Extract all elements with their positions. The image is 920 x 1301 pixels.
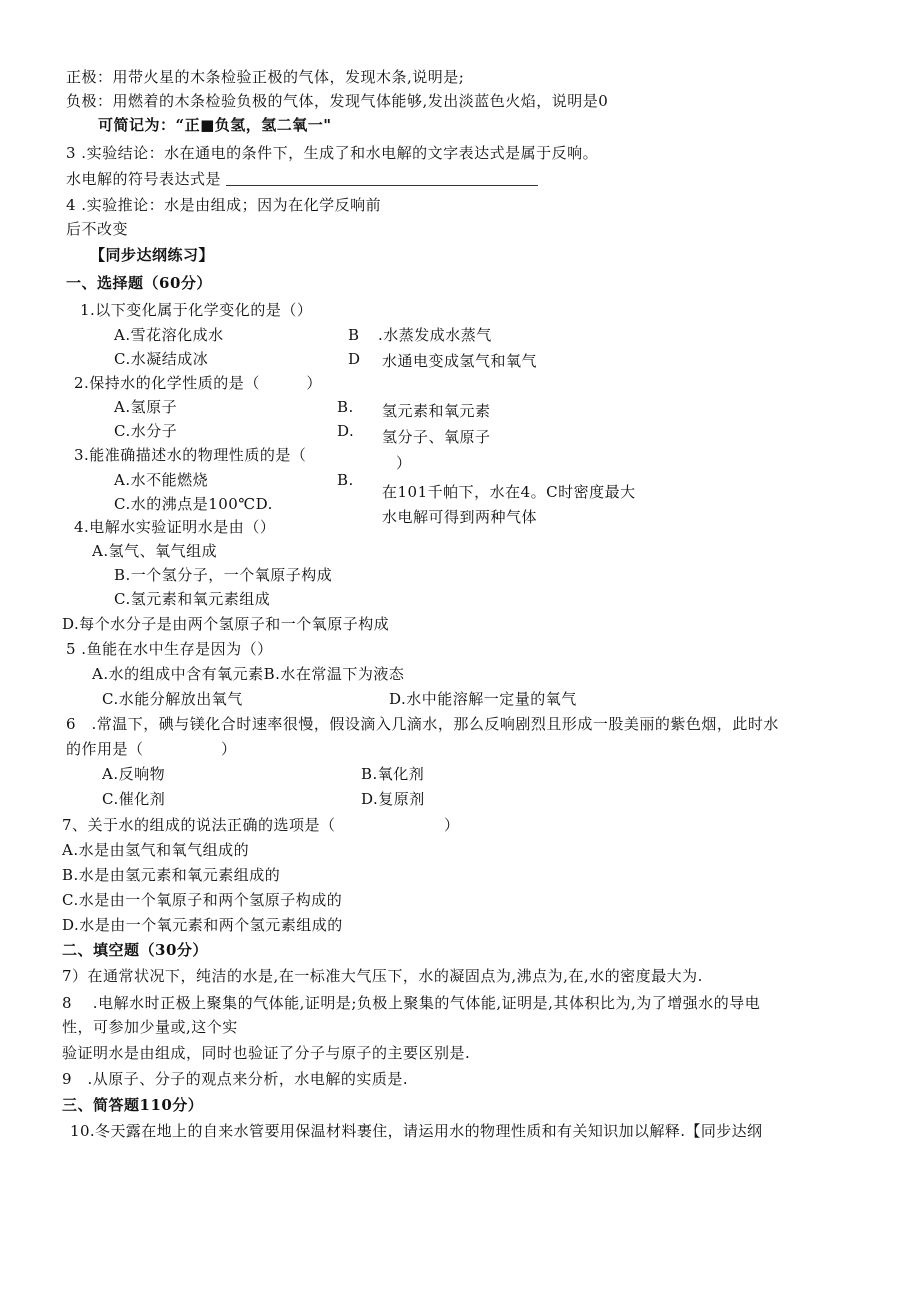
question-10: 10.冬天露在地上的自来水管要用保温材料裹住，请运用水的物理性质和有关知识加以解释.【同步达纲 bbox=[70, 1122, 763, 1140]
q1-option-c: C.水凝结成冰 bbox=[114, 350, 209, 368]
q3-paren: ） bbox=[396, 454, 412, 472]
q7-option-a: A.水是由氢气和氧气组成的 bbox=[62, 841, 250, 859]
question-1: 1.以下变化属于化学变化的是（） bbox=[80, 301, 313, 319]
q1-option-d-letter: D bbox=[348, 350, 361, 368]
fill-question-8: 8 .电解水时正极上聚集的气体能,证明是;负极上聚集的气体能,证明是,其体积比为,为了增强水的导电 bbox=[62, 994, 761, 1012]
q1-option-a: A.雪花溶化成水 bbox=[114, 326, 224, 344]
q3-option-b: 在101千帕下，水在4。C时密度最大 bbox=[382, 483, 636, 501]
cathode-test-line: 负极：用燃着的木条检验负极的气体，发现气体能够,发出淡蓝色火焰，说明是0 bbox=[66, 92, 609, 110]
q4-option-d: D.每个水分子是由两个氢原子和一个氧原子构成 bbox=[62, 615, 390, 633]
q3-option-a: A.水不能燃烧 bbox=[114, 471, 209, 489]
q6-option-b: B.氧化剂 bbox=[361, 765, 425, 783]
q7-option-c: C.水是由一个氧原子和两个氢原子构成的 bbox=[62, 891, 343, 909]
q3-option-d-cut: 水电解可得到两种气体 bbox=[382, 508, 538, 526]
inference-line-cont: 后不改变 bbox=[66, 220, 129, 238]
q1-option-b: .水蒸发成水蒸气 bbox=[378, 326, 492, 344]
q2-option-c: C.水分子 bbox=[114, 422, 178, 440]
q7-option-b: B.水是由氢元素和氧元素组成的 bbox=[62, 866, 281, 884]
symbol-expression-line bbox=[66, 169, 538, 189]
q2-option-b-letter: B. bbox=[337, 398, 354, 416]
q4-option-a: A.氢气、氧气组成 bbox=[92, 542, 218, 560]
section-heading-practice: 【同步达纲练习】 bbox=[90, 246, 215, 264]
q4-option-c: C.氢元素和氧元素组成 bbox=[114, 590, 271, 608]
question-6: 6 .常温下，碘与镁化合时速率很慢，假设滴入几滴水，那么反响剧烈且形成一股美丽的紫色烟，此时水 bbox=[66, 715, 779, 733]
question-5: 5 .鱼能在水中生存是因为（） bbox=[66, 640, 273, 658]
q1-option-b-letter: B bbox=[348, 326, 360, 344]
question-2: 2.保持水的化学性质的是（ ） bbox=[74, 374, 322, 392]
section-heading-fill: 二、填空题（30分） bbox=[62, 941, 208, 959]
question-7: 7、关于水的组成的说法正确的选项是（ ） bbox=[62, 816, 460, 834]
q2-option-b: 氢元素和氧元素 bbox=[382, 402, 491, 420]
q5-option-d: D.水中能溶解一定量的氧气 bbox=[389, 690, 577, 708]
fill-question-7: 7）在通常状况下，纯洁的水是,在一标准大气压下，水的凝固点为,沸点为,在,水的密度最大为. bbox=[62, 967, 703, 985]
symbol-expression-label: 水电解的符号表达式是 bbox=[66, 170, 222, 188]
section-heading-choice: 一、选择题（60分） bbox=[66, 274, 212, 292]
q5-option-c: C.水能分解放出氧气 bbox=[102, 690, 243, 708]
inference-line: 4 .实验推论：水是由组成；因为在化学反响前 bbox=[66, 196, 382, 214]
mnemonic-line: 可简记为：“正■负氢，氢二氧一" bbox=[98, 116, 332, 134]
question-3: 3.能准确描述水的物理性质的是（ bbox=[74, 446, 307, 464]
anode-test-line: 正极：用带火星的木条检验正极的气体，发现木条,说明是; bbox=[66, 68, 465, 86]
fill-question-9: 9 .从原子、分子的观点来分析，水电解的实质是. bbox=[62, 1070, 409, 1088]
q4-option-b: B.一个氢分子，一个氧原子构成 bbox=[114, 566, 333, 584]
fill-question-8-cont2: 验证明水是由组成，同时也验证了分子与原子的主要区别是. bbox=[62, 1044, 471, 1062]
question-6-cont: 的作用是（ ） bbox=[66, 740, 237, 758]
q2-option-a: A.氢原子 bbox=[114, 398, 178, 416]
question-4: 4.电解水实验证明水是由（） bbox=[74, 518, 276, 536]
q3-option-c: C.水的沸点是100℃D. bbox=[114, 495, 273, 513]
q6-option-d: D.复原剂 bbox=[361, 790, 425, 808]
q2-option-d: 氢分子、氧原子 bbox=[382, 428, 491, 446]
q5-options-ab: A.水的组成中含有氧元素B.水在常温下为液态 bbox=[92, 665, 405, 683]
q2-option-d-letter: D. bbox=[337, 422, 355, 440]
section-heading-short-answer: 三、简答题110分） bbox=[62, 1096, 204, 1114]
conclusion-line: 3 .实验结论：水在通电的条件下，生成了和水电解的文字表达式是属于反响。 bbox=[66, 144, 599, 162]
q6-option-c: C.催化剂 bbox=[102, 790, 166, 808]
q3-option-b-letter: B. bbox=[337, 471, 354, 489]
answer-blank bbox=[226, 171, 538, 186]
q6-option-a: A.反响物 bbox=[102, 765, 166, 783]
q1-option-d: 水通电变成氢气和氧气 bbox=[382, 352, 538, 370]
q7-option-d: D.水是由一个氧元素和两个氢元素组成的 bbox=[62, 916, 343, 934]
fill-question-8-cont: 性，可参加少量或,这个实 bbox=[62, 1018, 238, 1036]
